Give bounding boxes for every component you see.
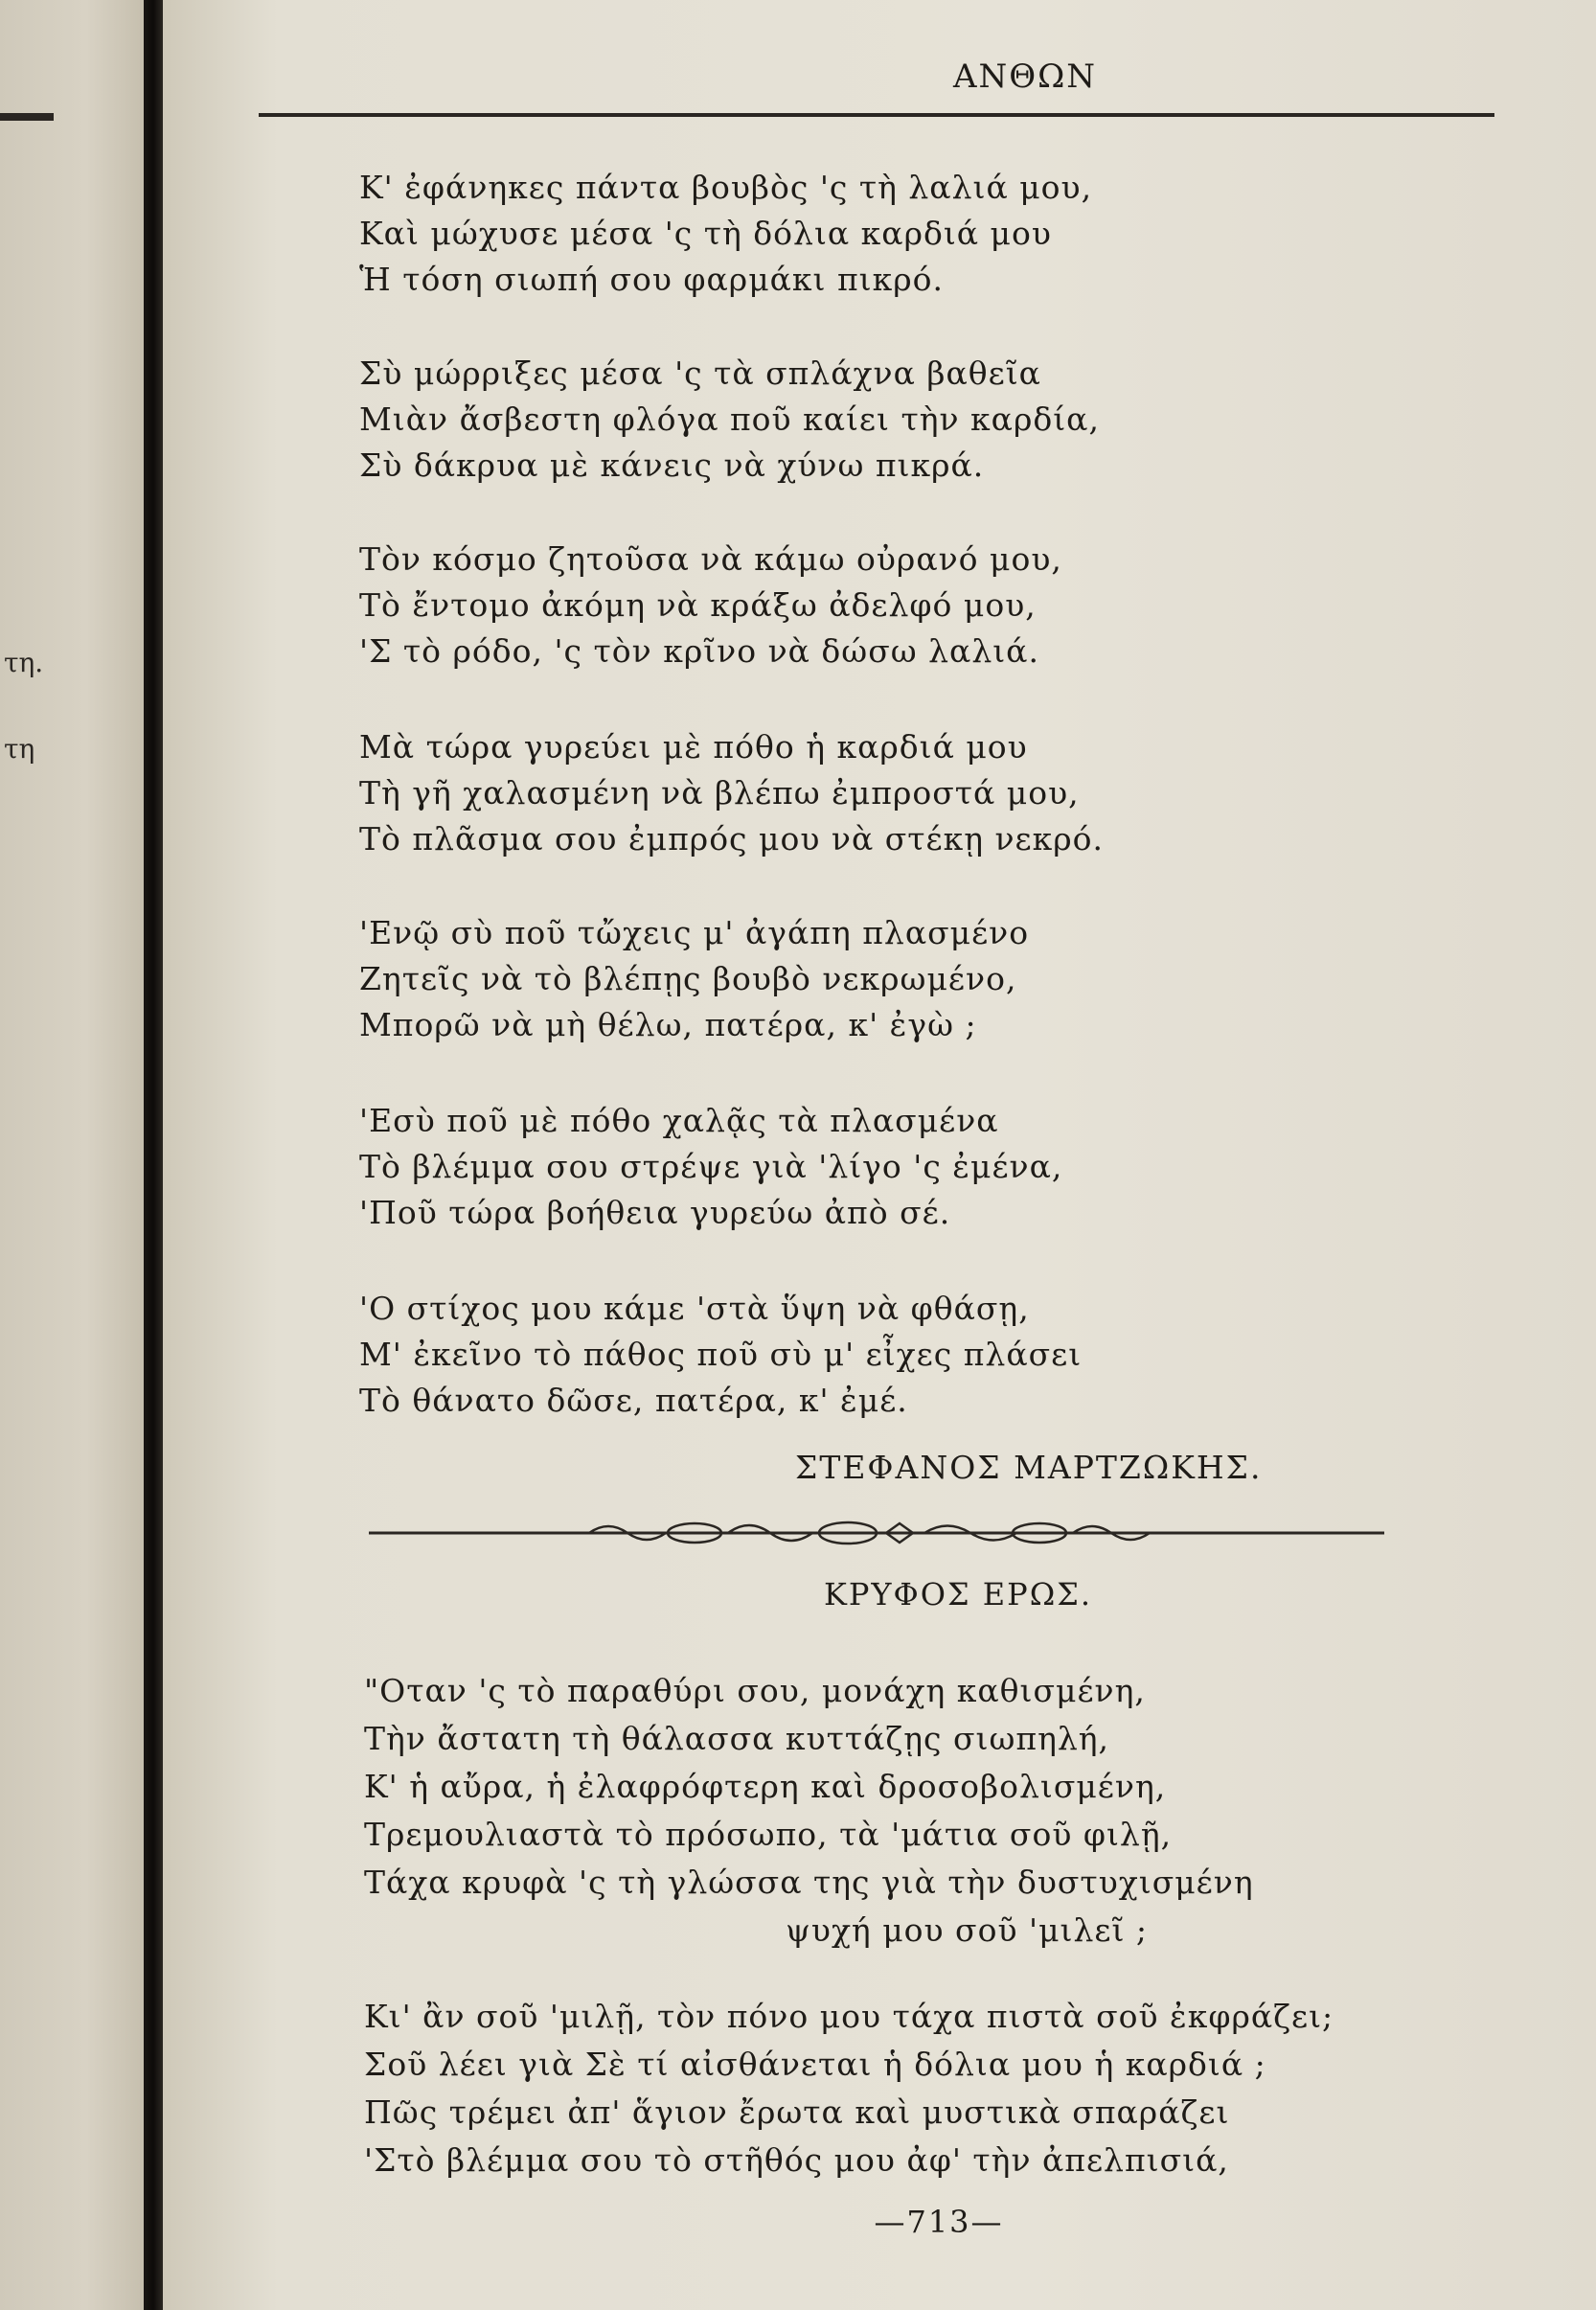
verse-line: Σοῦ λέει γιὰ Σὲ τί αἰσθάνεται ἡ δόλια μου ἡ καρδιά ;	[364, 2046, 1266, 2083]
poem2-stanza-1	[364, 1667, 1254, 1955]
poem1-stanza-2	[359, 351, 1100, 489]
verse-line: Σὺ δάκρυα μὲ κάνεις νὰ χύνω πικρά.	[359, 446, 985, 484]
verse-line: Τρεμουλιαστὰ τὸ πρόσωπο, τὰ 'μάτια σοῦ φιλῇ,	[364, 1816, 1173, 1853]
verse-line: 'Στὸ βλέμμα σου τὸ στῆθός μου ἀφ' τὴν ἀπελπισιά,	[364, 2141, 1229, 2179]
verse-line: 'Ο στίχος μου κάμε 'στὰ ὕψη νὰ φθάσῃ,	[359, 1290, 1030, 1327]
left-page-fragment: τη.	[4, 647, 44, 678]
header-rule	[259, 113, 1494, 117]
poem1-stanza-3	[359, 537, 1062, 675]
verse-line: Καὶ μώχυσε μέσα 'ς τὴ δόλια καρδιά μου	[359, 215, 1052, 252]
verse-line: Ἡ τόση σιωπή σου φαρμάκι πικρό.	[359, 261, 944, 298]
verse-line: 'Ποῦ τώρα βοήθεια γυρεύω ἀπὸ σέ.	[359, 1194, 951, 1231]
poem1-stanza-7	[359, 1286, 1082, 1424]
author-signature: ΣΤΕΦΑΝΟΣ ΜΑΡΤΖΩΚΗΣ.	[795, 1449, 1263, 1486]
left-page-edge	[0, 0, 144, 2310]
verse-line: Πῶς τρέμει ἀπ' ἅγιον ἔρωτα καὶ μυστικὰ σπαράζει	[364, 2093, 1230, 2131]
verse-line: 'Εσὺ ποῦ μὲ πόθο χαλᾷς τὰ πλασμένα	[359, 1102, 999, 1139]
verse-line: Τάχα κρυφὰ 'ς τὴ γλώσσα της γιὰ τὴν δυστυχισμένη	[364, 1864, 1254, 1901]
verse-line: Τὸν κόσμο ζητοῦσα νὰ κάμω οὐρανό μου,	[359, 540, 1062, 578]
running-header: ΑΝΘΩΝ	[952, 57, 1098, 96]
verse-line: ψυχή μου σοῦ 'μιλεῖ ;	[786, 1911, 1149, 1949]
left-page-rule	[0, 113, 54, 121]
verse-line: Μ' ἐκεῖνο τὸ πάθος ποῦ σὺ μ' εἶχες πλάσει	[359, 1336, 1083, 1373]
verse-line: "Οταν 'ς τὸ παραθύρι σου, μονάχη καθισμένη,	[364, 1672, 1146, 1709]
verse-line: Τὸ βλέμμα σου στρέψε γιὰ 'λίγο 'ς ἐμένα,	[359, 1148, 1063, 1185]
ornamental-divider	[369, 1509, 1384, 1557]
verse-line: 'Σ τὸ ρόδο, 'ς τὸν κρῖνο νὰ δώσω λαλιά.	[359, 632, 1039, 670]
left-page-fragment: τη	[4, 733, 35, 765]
verse-line: Τὸ θάνατο δῶσε, πατέρα, κ' ἐμέ.	[359, 1382, 908, 1419]
verse-line: Μπορῶ νὰ μὴ θέλω, πατέρα, κ' ἐγὼ ;	[359, 1006, 977, 1043]
verse-line: Κ' ἐφάνηκες πάντα βουβὸς 'ς τὴ λαλιά μου,	[359, 169, 1093, 206]
poem1-stanza-6	[359, 1098, 1062, 1236]
verse-line: 'Ενῷ σὺ ποῦ τὤχεις μ' ἀγάπη πλασμένο	[359, 914, 1030, 951]
verse-line: Τὴν ἄστατη τὴ θάλασσα κυττάζῃς σιωπηλή,	[364, 1720, 1110, 1757]
verse-line: Μιὰν ἄσβεστη φλόγα ποῦ καίει τὴν καρδία,	[359, 400, 1100, 438]
book-page	[163, 0, 1596, 2310]
verse-line: Ζητεῖς νὰ τὸ βλέπῃς βουβὸ νεκρωμένο,	[359, 960, 1017, 997]
poem-title: ΚΡΥΦΟΣ ΕΡΩΣ.	[823, 1576, 1093, 1612]
poem1-stanza-5	[359, 910, 1029, 1048]
poem1-stanza-1	[359, 165, 1092, 303]
verse-line: Τὴ γῆ χαλασμένη νὰ βλέπω ἐμπροστά μου,	[359, 774, 1080, 812]
poem1-stanza-4	[359, 724, 1104, 862]
page-number: —713—	[874, 2204, 1004, 2240]
verse-line: Κ' ἡ αὔρα, ἡ ἐλαφρόφτερη καὶ δροσοβολισμένη,	[364, 1768, 1167, 1805]
verse-line: Τὸ πλᾶσμα σου ἐμπρός μου νὰ στέκῃ νεκρό.	[359, 820, 1105, 858]
verse-line: Μὰ τώρα γυρεύει μὲ πόθο ἡ καρδιά μου	[359, 728, 1028, 766]
verse-line: Κι' ἂν σοῦ 'μιλῇ, τὸν πόνο μου τάχα πιστὰ σοῦ ἐκφράζει;	[364, 1998, 1334, 2035]
poem2-stanza-2	[364, 1993, 1334, 2184]
book-gutter	[144, 0, 163, 2310]
verse-line: Σὺ μώρριξες μέσα 'ς τὰ σπλάχνα βαθεῖα	[359, 355, 1041, 392]
verse-line: Τὸ ἔντομο ἀκόμη νὰ κράξω ἀδελφό μου,	[359, 586, 1037, 624]
